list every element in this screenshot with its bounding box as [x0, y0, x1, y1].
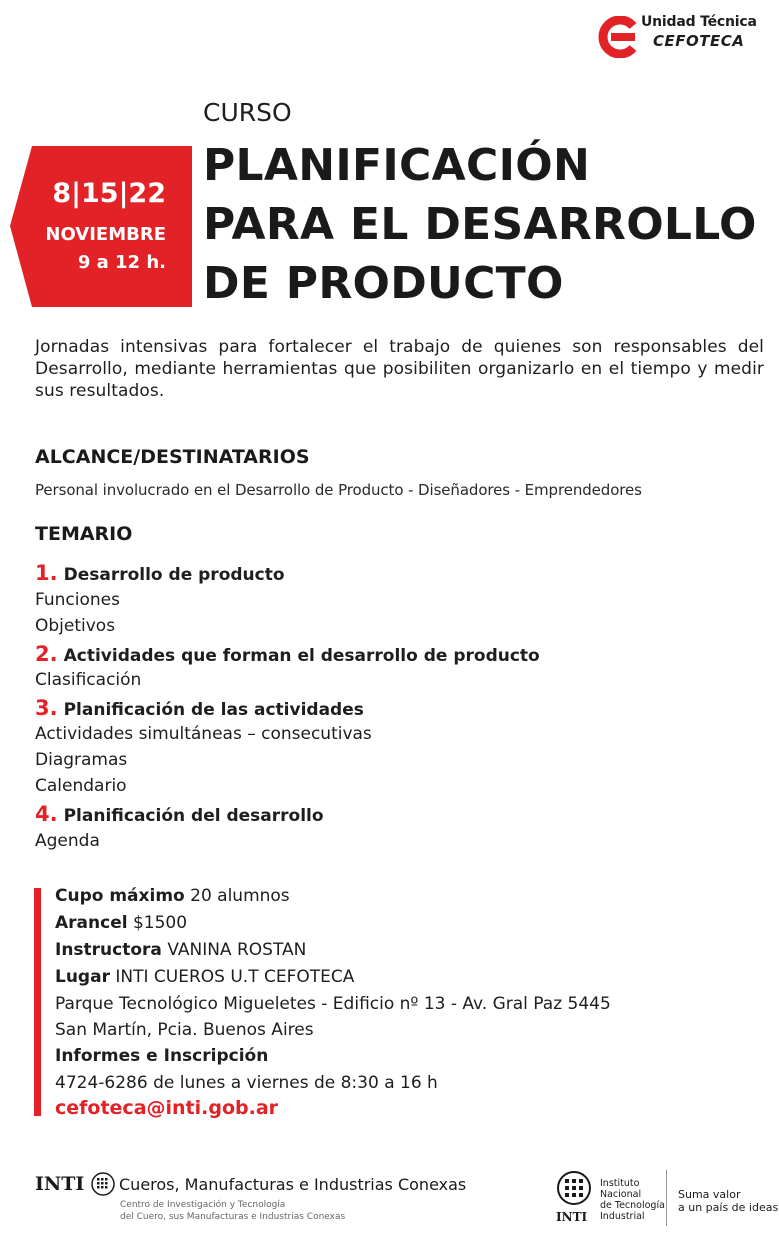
email-link[interactable]: cefoteca@inti.gob.ar [55, 1097, 279, 1119]
syllabus-item: Calendario [35, 776, 127, 796]
brand-line-2: CEFOTECA [653, 32, 745, 50]
place-value: INTI CUEROS U.T CEFOTECA [115, 967, 355, 987]
syllabus-item: Funciones [35, 590, 120, 610]
title-line-1: PLANIFICACIÓN [203, 140, 591, 191]
section-number: 1. [35, 561, 58, 585]
instructor-label: Instructora [55, 940, 162, 960]
instructor-value: VANINA ROSTAN [167, 940, 307, 960]
syllabus-item: Actividades simultáneas – consecutivas [35, 724, 372, 744]
footer-subtitle-2: del Cuero, sus Manufacturas e Industrias Conexas [120, 1212, 346, 1222]
section-number: 2. [35, 642, 58, 666]
slogan-line-2: a un país de ideas [678, 1201, 779, 1214]
capacity-label: Cupo máximo [55, 886, 185, 906]
institute-line-2: Nacional [600, 1189, 642, 1200]
info-place [55, 967, 354, 987]
title-line-2: PARA EL DESARROLLO [203, 199, 757, 250]
inti-wordmark-small: INTI [556, 1210, 588, 1224]
info-capacity [55, 886, 290, 906]
info-accent-bar [34, 888, 41, 1116]
footer-subtitle-1: Centro de Investigación y Tecnología [120, 1200, 286, 1210]
footer-title: Cueros, Manufacturas e Industrias Conexas [119, 1175, 467, 1194]
syllabus-section-4 [35, 802, 324, 826]
cefoteca-logo [597, 14, 767, 64]
fee-value: $1500 [132, 913, 188, 933]
section-title: Planificación del desarrollo [63, 806, 324, 826]
fee-label: Arancel [55, 913, 128, 933]
intro-paragraph: Jornadas intensivas para fortalecer el trabajo de quienes son responsables del Desarrollo, mediante herramientas que posibiliten organizarlo en el tiempo y medir sus resultados. [35, 337, 764, 401]
inti-wordmark: INTI [35, 1173, 85, 1195]
section-title: Desarrollo de producto [63, 565, 285, 585]
course-label: CURSO [203, 98, 292, 127]
section-title: Actividades que forman el desarrollo de producto [63, 646, 540, 666]
footer-inti-institute [554, 1168, 779, 1230]
info-address-1: Parque Tecnológico Migueletes - Edificio nº 13 - Av. Gral Paz 5445 [55, 994, 611, 1014]
cefoteca-mark-icon [597, 16, 639, 58]
info-contact [55, 1046, 268, 1066]
scope-text: Personal involucrado en el Desarrollo de Producto - Diseñadores - Emprendedores [35, 481, 642, 499]
scope-heading: ALCANCE/DESTINATARIOS [35, 446, 310, 468]
title-line-3: DE PRODUCTO [203, 258, 564, 309]
footer-inti-cueros [35, 1170, 465, 1230]
section-title: Planificación de las actividades [63, 700, 364, 720]
brand-line-1: Unidad Técnica [641, 14, 757, 30]
badge-hours: 9 a 12 h. [77, 252, 166, 273]
inti-globe-icon [91, 1172, 115, 1196]
date-badge [10, 146, 192, 307]
info-instructor [55, 940, 306, 960]
institute-line-3: de Tecnología [600, 1200, 665, 1211]
capacity-value: 20 alumnos [190, 886, 290, 906]
place-label: Lugar [55, 967, 110, 987]
syllabus-item: Objetivos [35, 616, 116, 636]
syllabus-item: Diagramas [35, 750, 128, 770]
syllabus-heading: TEMARIO [35, 523, 133, 545]
badge-month: NOVIEMBRE [45, 224, 166, 245]
syllabus-item: Clasificación [35, 670, 142, 690]
contact-label: Informes e Inscripción [55, 1046, 269, 1066]
info-address-2: San Martín, Pcia. Buenos Aires [55, 1020, 314, 1040]
syllabus-section-1 [35, 561, 285, 585]
section-number: 3. [35, 696, 58, 720]
institute-line-1: Instituto [600, 1178, 640, 1189]
syllabus-section-3 [35, 696, 364, 720]
syllabus-item: Agenda [35, 831, 100, 851]
slogan-line-1: Suma valor [678, 1188, 741, 1201]
section-number: 4. [35, 802, 58, 826]
inti-globe-icon [556, 1170, 592, 1206]
badge-dates: 8|15|22 [52, 178, 166, 209]
syllabus-section-2 [35, 642, 540, 666]
info-fee [55, 913, 187, 933]
info-phone: 4724-6286 de lunes a viernes de 8:30 a 16 h [55, 1073, 438, 1093]
institute-line-4: Industrial [600, 1211, 645, 1222]
footer-divider [666, 1170, 667, 1226]
